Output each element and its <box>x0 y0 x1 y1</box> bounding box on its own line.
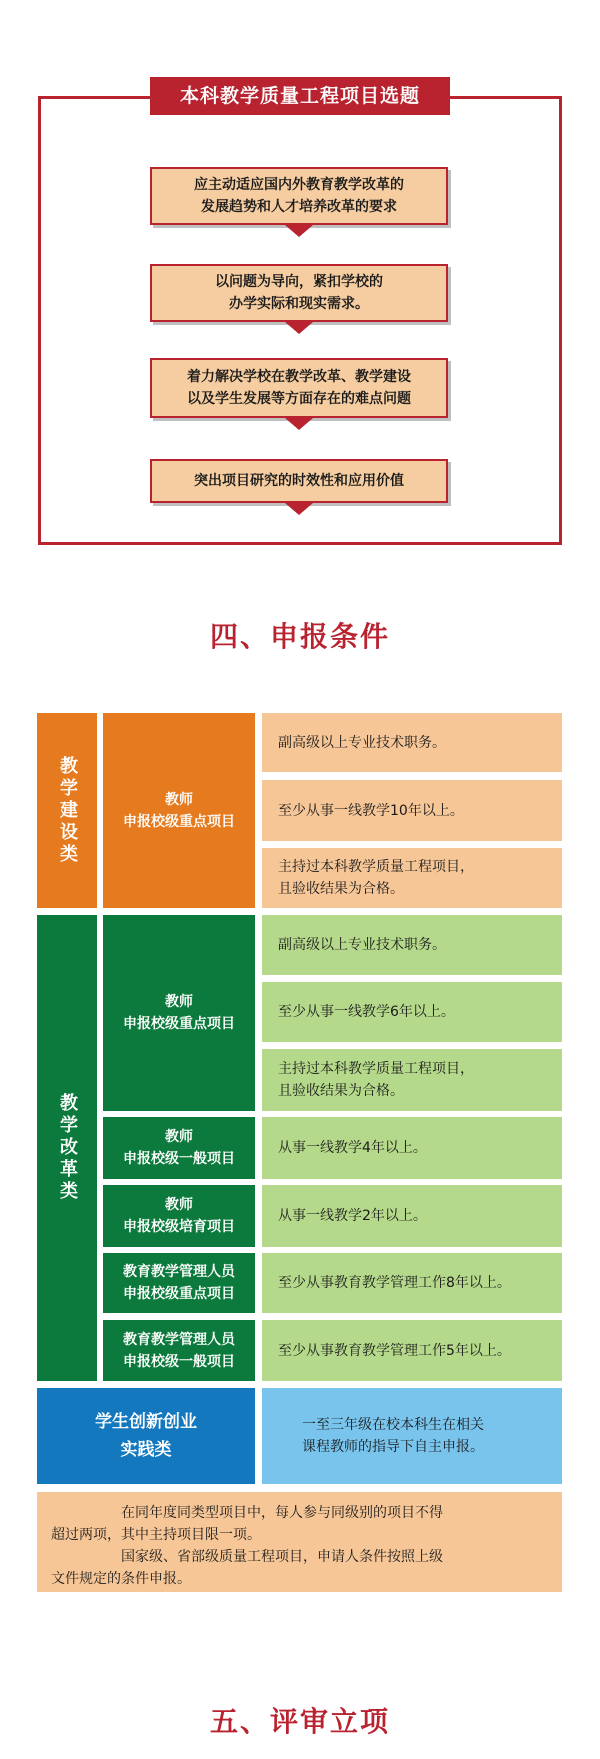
requirement-cell: 从事一线教学2年以上。 <box>262 1185 562 1247</box>
level-reform-teacher-cultivation: 教师 申报校级培育项目 <box>103 1185 255 1247</box>
level-construction-key: 教师 申报校级重点项目 <box>103 713 255 908</box>
arrow-down-icon <box>285 503 313 515</box>
category-innovation: 学生创新创业 实践类 <box>37 1388 255 1484</box>
requirement-cell: 主持过本科教学质量工程项目， 且验收结果为合格。 <box>262 1049 562 1111</box>
requirement-cell: 副高级以上专业技术职务。 <box>262 915 562 975</box>
requirement-cell: 副高级以上专业技术职务。 <box>262 713 562 772</box>
note-line: 超过两项，其中主持项目限一项。 <box>51 1527 261 1543</box>
level-reform-admin-key: 教育教学管理人员 申报校级重点项目 <box>103 1253 255 1313</box>
requirement-cell: 主持过本科教学质量工程项目， 且验收结果为合格。 <box>262 848 562 908</box>
note-line: 国家级、省部级质量工程项目，申请人条件按照上级 <box>121 1549 443 1565</box>
requirement-cell: 至少从事教育教学管理工作5年以上。 <box>262 1320 562 1381</box>
requirement-cell: 至少从事一线教学10年以上。 <box>262 780 562 841</box>
level-reform-teacher-key: 教师 申报校级重点项目 <box>103 915 255 1111</box>
selection-step-2: 以问题为导向，紧扣学校的 办学实际和现实需求。 <box>150 264 448 322</box>
arrow-down-icon <box>285 418 313 430</box>
section-heading-review: 五、评审立项 <box>209 1705 390 1738</box>
requirement-cell: 一至三年级在校本科生在相关 课程教师的指导下自主申报。 <box>262 1388 562 1484</box>
arrow-down-icon <box>285 225 313 237</box>
category-reform: 教学改革类 <box>37 915 97 1381</box>
conditions-note <box>37 1492 562 1592</box>
selection-title: 本科教学质量工程项目选题 <box>150 77 450 115</box>
category-construction: 教学建设类 <box>37 713 97 908</box>
note-line: 在同年度同类型项目中，每人参与同级别的项目不得 <box>121 1505 443 1521</box>
note-line: 文件规定的条件申报。 <box>51 1571 191 1587</box>
level-reform-teacher-general: 教师 申报校级一般项目 <box>103 1117 255 1179</box>
section-heading-conditions: 四、申报条件 <box>209 620 390 653</box>
arrow-down-icon <box>285 322 313 334</box>
requirement-cell: 从事一线教学4年以上。 <box>262 1117 562 1179</box>
requirement-cell: 至少从事教育教学管理工作8年以上。 <box>262 1253 562 1313</box>
selection-step-3: 着力解决学校在教学改革、教学建设 以及学生发展等方面存在的难点问题 <box>150 358 448 418</box>
selection-step-4: 突出项目研究的时效性和应用价值 <box>150 459 448 503</box>
selection-step-1: 应主动适应国内外教育教学改革的 发展趋势和人才培养改革的要求 <box>150 167 448 225</box>
requirement-cell: 至少从事一线教学6年以上。 <box>262 982 562 1042</box>
level-reform-admin-general: 教育教学管理人员 申报校级一般项目 <box>103 1320 255 1381</box>
